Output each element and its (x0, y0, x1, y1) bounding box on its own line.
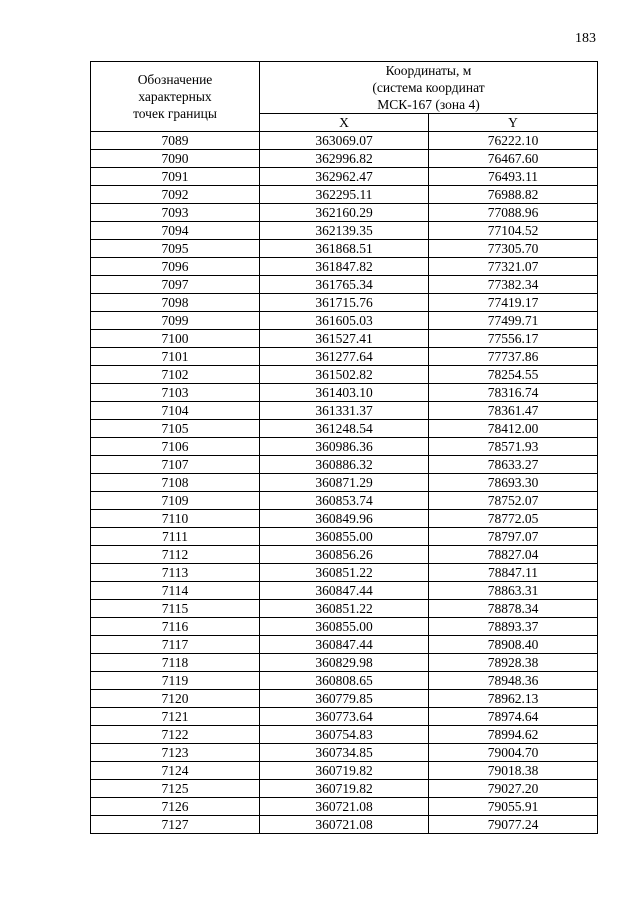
x-coordinate-cell: 361527.41 (260, 330, 429, 348)
y-coordinate-cell: 76467.60 (429, 150, 598, 168)
y-coordinate-cell: 78772.05 (429, 510, 598, 528)
table-row (91, 258, 598, 276)
x-coordinate-cell: 362160.29 (260, 204, 429, 222)
y-coordinate-cell: 78571.93 (429, 438, 598, 456)
table-row (91, 672, 598, 690)
table-row (91, 492, 598, 510)
table-row (91, 744, 598, 762)
x-coordinate-cell: 360721.08 (260, 816, 429, 834)
table-row (91, 474, 598, 492)
x-coordinate-cell: 360986.36 (260, 438, 429, 456)
table-row (91, 510, 598, 528)
point-id-cell: 7112 (91, 546, 260, 564)
x-coordinate-cell: 363069.07 (260, 132, 429, 150)
x-coordinate-cell: 360719.82 (260, 762, 429, 780)
point-id-cell: 7094 (91, 222, 260, 240)
table-row (91, 564, 598, 582)
table-row (91, 528, 598, 546)
table-row (91, 636, 598, 654)
table-row (91, 294, 598, 312)
point-id-cell: 7103 (91, 384, 260, 402)
x-coordinate-cell: 360734.85 (260, 744, 429, 762)
y-coordinate-cell: 76493.11 (429, 168, 598, 186)
point-id-cell: 7099 (91, 312, 260, 330)
table-row (91, 456, 598, 474)
y-coordinate-cell: 78893.37 (429, 618, 598, 636)
point-id-cell: 7097 (91, 276, 260, 294)
header-point-line-1: Обозначение (137, 72, 213, 87)
table-row (91, 150, 598, 168)
x-coordinate-cell: 360808.65 (260, 672, 429, 690)
x-coordinate-cell: 360847.44 (260, 636, 429, 654)
point-id-cell: 7096 (91, 258, 260, 276)
table-row (91, 618, 598, 636)
x-coordinate-cell: 360855.00 (260, 618, 429, 636)
header-coordinates (260, 62, 598, 114)
table-row (91, 384, 598, 402)
point-id-cell: 7125 (91, 780, 260, 798)
point-id-cell: 7107 (91, 456, 260, 474)
table-row (91, 708, 598, 726)
y-coordinate-cell: 77104.52 (429, 222, 598, 240)
table-row (91, 780, 598, 798)
x-coordinate-cell: 360855.00 (260, 528, 429, 546)
point-id-cell: 7116 (91, 618, 260, 636)
x-coordinate-cell: 360851.22 (260, 564, 429, 582)
y-coordinate-cell: 79018.38 (429, 762, 598, 780)
y-coordinate-cell: 76988.82 (429, 186, 598, 204)
x-coordinate-cell: 361502.82 (260, 366, 429, 384)
y-coordinate-cell: 79077.24 (429, 816, 598, 834)
y-coordinate-cell: 78928.38 (429, 654, 598, 672)
point-id-cell: 7110 (91, 510, 260, 528)
x-coordinate-cell: 362295.11 (260, 186, 429, 204)
point-id-cell: 7105 (91, 420, 260, 438)
x-coordinate-cell: 361868.51 (260, 240, 429, 258)
point-id-cell: 7115 (91, 600, 260, 618)
point-id-cell: 7126 (91, 798, 260, 816)
table-row (91, 222, 598, 240)
table-row (91, 762, 598, 780)
x-coordinate-cell: 362962.47 (260, 168, 429, 186)
y-coordinate-cell: 77321.07 (429, 258, 598, 276)
header-point-line-2: характерных (138, 89, 212, 104)
x-coordinate-cell: 360856.26 (260, 546, 429, 564)
x-coordinate-cell: 360719.82 (260, 780, 429, 798)
y-coordinate-cell: 78878.34 (429, 600, 598, 618)
table-row (91, 420, 598, 438)
point-id-cell: 7114 (91, 582, 260, 600)
point-id-cell: 7100 (91, 330, 260, 348)
point-id-cell: 7119 (91, 672, 260, 690)
x-coordinate-cell: 360829.98 (260, 654, 429, 672)
y-coordinate-cell: 78633.27 (429, 456, 598, 474)
y-coordinate-cell: 78361.47 (429, 402, 598, 420)
y-coordinate-cell: 79004.70 (429, 744, 598, 762)
point-id-cell: 7122 (91, 726, 260, 744)
x-coordinate-cell: 362139.35 (260, 222, 429, 240)
x-coordinate-cell: 361715.76 (260, 294, 429, 312)
table-header (91, 62, 598, 132)
y-coordinate-cell: 77499.71 (429, 312, 598, 330)
header-y: Y (429, 114, 598, 132)
table-row (91, 402, 598, 420)
table-row (91, 312, 598, 330)
x-coordinate-cell: 362996.82 (260, 150, 429, 168)
point-id-cell: 7108 (91, 474, 260, 492)
y-coordinate-cell: 76222.10 (429, 132, 598, 150)
x-coordinate-cell: 361765.34 (260, 276, 429, 294)
point-id-cell: 7106 (91, 438, 260, 456)
table-row (91, 582, 598, 600)
header-point-designation (91, 62, 260, 132)
y-coordinate-cell: 78863.31 (429, 582, 598, 600)
x-coordinate-cell: 361403.10 (260, 384, 429, 402)
y-coordinate-cell: 78974.64 (429, 708, 598, 726)
y-coordinate-cell: 77419.17 (429, 294, 598, 312)
x-coordinate-cell: 361331.37 (260, 402, 429, 420)
point-id-cell: 7092 (91, 186, 260, 204)
point-id-cell: 7120 (91, 690, 260, 708)
coordinates-table (90, 61, 598, 834)
table-row (91, 204, 598, 222)
y-coordinate-cell: 78962.13 (429, 690, 598, 708)
table-row (91, 366, 598, 384)
x-coordinate-cell: 361847.82 (260, 258, 429, 276)
y-coordinate-cell: 78948.36 (429, 672, 598, 690)
point-id-cell: 7095 (91, 240, 260, 258)
point-id-cell: 7127 (91, 816, 260, 834)
table-row (91, 348, 598, 366)
x-coordinate-cell: 360851.22 (260, 600, 429, 618)
table-row (91, 330, 598, 348)
table-row (91, 816, 598, 834)
point-id-cell: 7098 (91, 294, 260, 312)
x-coordinate-cell: 360754.83 (260, 726, 429, 744)
page-number: 183 (575, 31, 596, 46)
point-id-cell: 7121 (91, 708, 260, 726)
y-coordinate-cell: 77556.17 (429, 330, 598, 348)
y-coordinate-cell: 78693.30 (429, 474, 598, 492)
table-row (91, 654, 598, 672)
y-coordinate-cell: 79027.20 (429, 780, 598, 798)
point-id-cell: 7113 (91, 564, 260, 582)
x-coordinate-cell: 360847.44 (260, 582, 429, 600)
x-coordinate-cell: 360853.74 (260, 492, 429, 510)
point-id-cell: 7102 (91, 366, 260, 384)
table-row (91, 240, 598, 258)
header-coords-line-2: (система координат (372, 80, 485, 95)
header-x: X (260, 114, 429, 132)
point-id-cell: 7117 (91, 636, 260, 654)
table-row (91, 168, 598, 186)
y-coordinate-cell: 78254.55 (429, 366, 598, 384)
table-row (91, 546, 598, 564)
table-row (91, 276, 598, 294)
x-coordinate-cell: 361248.54 (260, 420, 429, 438)
table-row (91, 132, 598, 150)
point-id-cell: 7101 (91, 348, 260, 366)
table-row (91, 690, 598, 708)
point-id-cell: 7109 (91, 492, 260, 510)
point-id-cell: 7123 (91, 744, 260, 762)
x-coordinate-cell: 361277.64 (260, 348, 429, 366)
point-id-cell: 7090 (91, 150, 260, 168)
x-coordinate-cell: 360849.96 (260, 510, 429, 528)
table-row (91, 438, 598, 456)
point-id-cell: 7124 (91, 762, 260, 780)
point-id-cell: 7118 (91, 654, 260, 672)
y-coordinate-cell: 78752.07 (429, 492, 598, 510)
x-coordinate-cell: 360886.32 (260, 456, 429, 474)
point-id-cell: 7093 (91, 204, 260, 222)
table-row (91, 726, 598, 744)
y-coordinate-cell: 79055.91 (429, 798, 598, 816)
point-id-cell: 7104 (91, 402, 260, 420)
y-coordinate-cell: 78412.00 (429, 420, 598, 438)
x-coordinate-cell: 360779.85 (260, 690, 429, 708)
header-point-line-3: точек границы (133, 106, 217, 121)
point-id-cell: 7089 (91, 132, 260, 150)
y-coordinate-cell: 78994.62 (429, 726, 598, 744)
x-coordinate-cell: 360871.29 (260, 474, 429, 492)
y-coordinate-cell: 77737.86 (429, 348, 598, 366)
table-row (91, 798, 598, 816)
point-id-cell: 7111 (91, 528, 260, 546)
table-row (91, 600, 598, 618)
header-coords-line-1: Координаты, м (385, 63, 472, 78)
header-coords-line-3: МСК-167 (зона 4) (377, 97, 480, 112)
y-coordinate-cell: 78847.11 (429, 564, 598, 582)
y-coordinate-cell: 78797.07 (429, 528, 598, 546)
y-coordinate-cell: 77382.34 (429, 276, 598, 294)
y-coordinate-cell: 78316.74 (429, 384, 598, 402)
point-id-cell: 7091 (91, 168, 260, 186)
x-coordinate-cell: 360773.64 (260, 708, 429, 726)
y-coordinate-cell: 77088.96 (429, 204, 598, 222)
y-coordinate-cell: 78908.40 (429, 636, 598, 654)
table-row (91, 186, 598, 204)
y-coordinate-cell: 78827.04 (429, 546, 598, 564)
x-coordinate-cell: 360721.08 (260, 798, 429, 816)
x-coordinate-cell: 361605.03 (260, 312, 429, 330)
y-coordinate-cell: 77305.70 (429, 240, 598, 258)
table-body (91, 132, 598, 834)
